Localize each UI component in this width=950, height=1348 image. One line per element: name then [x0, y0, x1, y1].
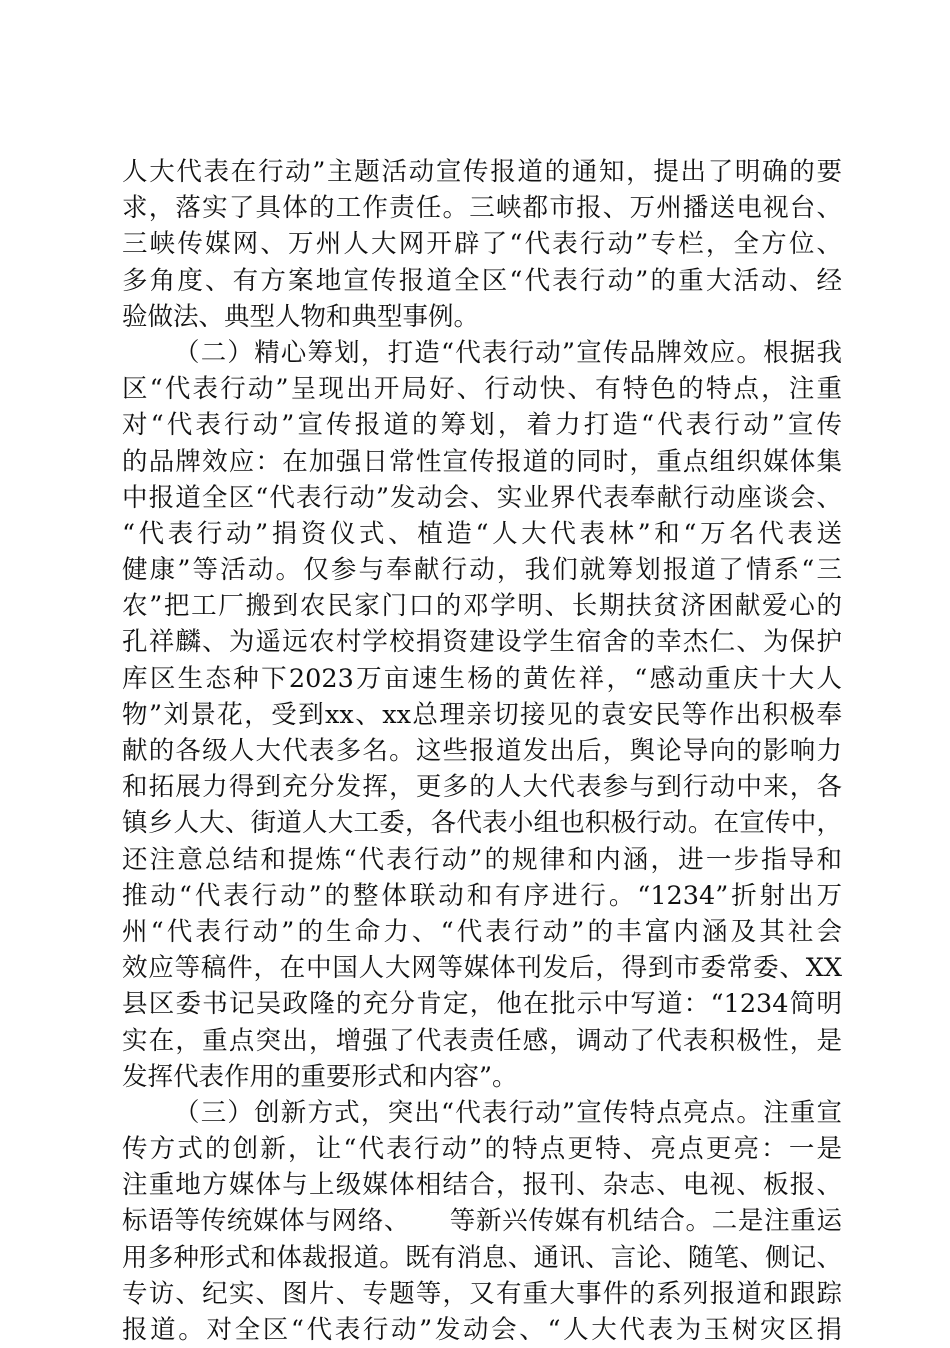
text-line: 人大代表在行动”主题活动宣传报道的通知，提出了明确的要	[122, 157, 842, 187]
text-line: 用多种形式和体裁报道。既有消息、通讯、言论、随笔、侧记、	[122, 1242, 842, 1273]
text-line: 中报道全区“代表行动”发动会、实业界代表奉献行动座谈会、	[122, 482, 842, 513]
text-line: 的品牌效应：在加强日常性宣传报道的同时，重点组织媒体集	[122, 446, 842, 477]
text-line: 推动“代表行动”的整体联动和有序进行。“1234”折射出万	[122, 880, 842, 911]
text-line: 标语等传统媒体与网络、 等新兴传媒有机结合。二是注重运	[122, 1206, 842, 1237]
text-line: 发挥代表作用的重要形式和内容”。	[122, 1061, 518, 1092]
text-line: （二）精心筹划，打造“代表行动”宣传品牌效应。根据我	[174, 337, 842, 368]
text-line: 镇乡人大、街道人大工委，各代表小组也积极行动。在宣传中，	[122, 808, 842, 839]
text-line: 效应等稿件，在中国人大网等媒体刊发后，得到市委常委、XX	[122, 953, 842, 984]
text-line: 物”刘景花，受到xx、xx总理亲切接见的袁安民等作出积极奉	[122, 699, 842, 730]
text-line: 传方式的创新，让“代表行动”的特点更特、亮点更亮：一是	[122, 1134, 842, 1165]
text-line: 注重地方媒体与上级媒体相结合，报刊、杂志、电视、板报、	[122, 1170, 842, 1201]
text-line: 和拓展力得到充分发挥，更多的人大代表参与到行动中来，各	[122, 772, 842, 803]
text-line: 三峡传媒网、万州人大网开辟了“代表行动”专栏，全方位、	[122, 229, 842, 260]
text-line: 孔祥麟、为遥远农村学校捐资建设学生宿舍的幸杰仁、为保护	[122, 627, 842, 658]
text-line: 报道。对全区“代表行动”发动会、“人大代表为玉树灾区捐	[122, 1315, 842, 1345]
text-line: 多角度、有方案地宣传报道全区“代表行动”的重大活动、经	[122, 265, 842, 296]
text-line: 县区委书记吴政隆的充分肯定，他在批示中写道：“1234简明	[122, 989, 842, 1020]
text-line: 验做法、典型人物和典型事例。	[122, 301, 480, 332]
text-line: 健康”等活动。仅参与奉献行动，我们就筹划报道了情系“三	[122, 555, 842, 586]
text-line: 献的各级人大代表多名。这些报道发出后，舆论导向的影响力	[122, 736, 842, 766]
text-line: （三）创新方式，突出“代表行动”宣传特点亮点。注重宣	[174, 1097, 842, 1128]
text-line: 对“代表行动”宣传报道的筹划，着力打造“代表行动”宣传	[122, 410, 842, 441]
text-line: 求，落实了具体的工作责任。三峡都市报、万州播送电视台、	[122, 193, 842, 224]
text-line: 库区生态种下2023万亩速生杨的黄佐祥，“感动重庆十大人	[122, 663, 842, 694]
text-line: 州“代表行动”的生命力、“代表行动”的丰富内涵及其社会	[122, 916, 842, 947]
document-body	[122, 154, 842, 1348]
text-line: 区“代表行动”呈现出开局好、行动快、有特色的特点，注重	[122, 374, 842, 405]
text-line: 实在，重点突出，增强了代表责任感，调动了代表积极性，是	[122, 1025, 842, 1056]
text-line: 专访、纪实、图片、专题等，又有重大事件的系列报道和跟踪	[122, 1278, 842, 1309]
text-line: “代表行动”捐资仪式、植造“人大代表林”和“万名代表送	[122, 518, 842, 549]
text-line: 农”把工厂搬到农民家门口的邓学明、长期扶贫济困献爱心的	[122, 591, 842, 622]
text-line: 还注意总结和提炼“代表行动”的规律和内涵，进一步指导和	[122, 844, 842, 875]
